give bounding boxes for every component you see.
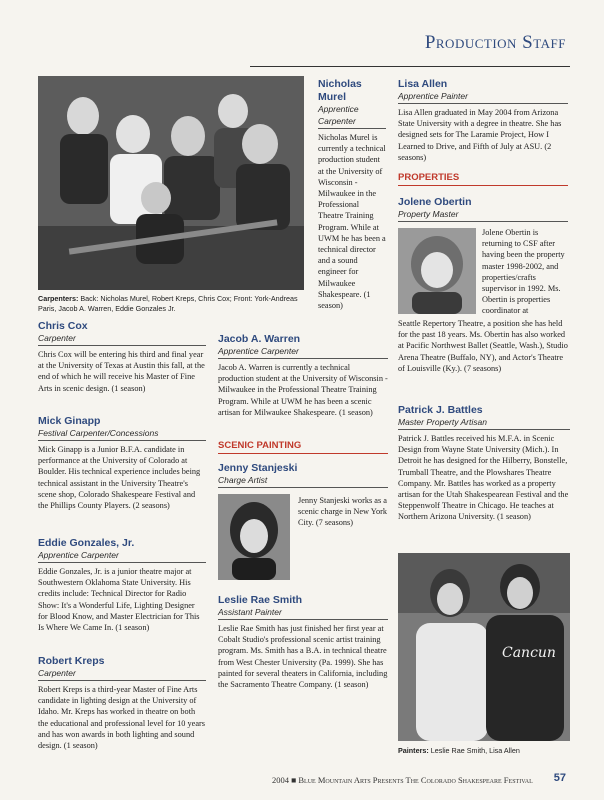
robert-bio: Robert Kreps is a third-year Master of Fine Arts candidate in lighting design at the University of Idaho. Mr. Kreps has worked in theatre on both the educational and professional level for 10 years and has won awards in both lighting and sound design. (1 season) <box>38 685 206 751</box>
jolene-bio-rest-block <box>398 315 570 374</box>
chris-name: Chris Cox <box>38 320 88 332</box>
mick-role: Festival Carpenter/Concessions <box>38 428 206 441</box>
leslie-bio: Leslie Rae Smith has just finished her first year at Cobalt Studio's professional scenic artist training program. Ms. Smith has a B.A. in technical theatre from West Chester University (Pa. 1999). She has painted for several theaters in California, including the Sacramento Theatre Company. (1 season) <box>218 624 388 690</box>
jenny-role: Charge Artist <box>218 475 388 488</box>
jolene-portrait <box>398 228 476 314</box>
nicholas-role-line1: Apprentice <box>318 104 359 114</box>
entry-robert-kreps <box>38 655 206 751</box>
jolene-name: Jolene Obertin <box>398 196 472 208</box>
entry-chris-cox <box>38 320 206 394</box>
jenny-bio-block <box>298 492 388 529</box>
robert-name: Robert Kreps <box>38 655 105 667</box>
patrick-bio: Patrick J. Battles received his M.F.A. in Scenic Design from Wayne State University (Mich.). In Detroit he has designed for the Hilberry, Bonstelle, Trumball Theatre, and the Plowshares Theatre Company. Mr. Battles has worked as a property artisan for the Utah Shakespearean Festival and the Steppenwolf Theatre in Chicago. He teaches at Northern Arizona University. (1 season) <box>398 434 569 522</box>
eddie-bio: Eddie Gonzales, Jr. is a junior theatre major at Southwestern Oklahoma State University. His credits include: Technical Director for Radio Show: It's a Wonderful Life, Lighting Designer for Blood Know, and Master Electrician for This Is Where We Came In. (1 season) <box>38 567 200 633</box>
jacob-role: Apprentice Carpenter <box>218 346 388 359</box>
entry-leslie-rae-smith <box>218 594 388 690</box>
carpenters-group-photo <box>38 76 304 290</box>
title-rule <box>250 66 570 67</box>
lisa-bio: Lisa Allen graduated in May 2004 from Arizona State University with a degree in theatre. She has designed sets for The Laramie Project, How I Learned to Drive, and Fifth of July at ASU. (2 seasons) <box>398 108 562 162</box>
painters-caption-label: Painters: <box>398 746 429 755</box>
group-photo-illustration <box>38 76 304 290</box>
mick-bio: Mick Ginapp is a Junior B.F.A. candidate in performance at the University of Colorado at Boulder. His technical experience includes being technical assistant in the University Theatre's scene shop, Colorado Shakespeare Festival and the Phillips County Players. (2 seasons) <box>38 445 201 511</box>
jacob-name: Jacob A. Warren <box>218 333 301 345</box>
leslie-role: Assistant Painter <box>218 607 388 620</box>
jolene-bio-side-block <box>482 224 570 317</box>
scenic-painting-heading: SCENIC PAINTING <box>218 440 388 454</box>
painters-photo-illustration <box>398 553 570 741</box>
entry-patrick-battles <box>398 404 570 523</box>
group-caption-text: Back: Nicholas Murel, Robert Kreps, Chris Cox; Front: York-Andreas Paris, Jacob A. Warren, Eddie Gonzales Jr. <box>38 294 298 313</box>
jenny-bio: Jenny Stanjeski works as a scenic charge in New York City. (7 seasons) <box>298 496 388 528</box>
nicholas-name-line1: Nicholas <box>318 78 362 90</box>
jolene-bio-rest: Seattle Repertory Theatre, a position she has held for the past 18 years. Ms. Obertin has also worked at Pacific Northwest Ballet (Seattle, Wash.), Studio Arena Theatre (Buffalo, NY), and Actor's Theatre of Louisville (Ky.). (7 seasons) <box>398 319 568 373</box>
page-number: 57 <box>553 772 566 784</box>
entry-nicholas-murel <box>318 78 386 311</box>
patrick-name: Patrick J. Battles <box>398 404 483 416</box>
nicholas-name-line2: Murel <box>318 91 347 103</box>
patrick-role: Master Property Artisan <box>398 417 570 430</box>
entry-jolene-obertin <box>398 196 568 222</box>
eddie-role: Apprentice Carpenter <box>38 550 206 563</box>
entry-jenny-stanjeski <box>218 462 388 488</box>
mick-name: Mick Ginapp <box>38 415 101 427</box>
jenny-portrait-illustration <box>218 494 290 580</box>
nicholas-role-line2: Carpenter <box>318 116 386 129</box>
properties-heading: PROPERTIES <box>398 172 568 186</box>
jacob-bio: Jacob A. Warren is currently a technical production student at the University of Wisconsin - Milwaukee in the Professional Theatre Training Program. While at UWM he has been a scenic artisan for Milwaukee Shakespeare. (1 season) <box>218 363 388 417</box>
painters-photo-caption <box>398 746 570 756</box>
chris-role: Carpenter <box>38 333 206 346</box>
jolene-role: Property Master <box>398 209 568 222</box>
painters-caption-text: Leslie Rae Smith, Lisa Allen <box>430 746 520 755</box>
page-title: Production Staff <box>424 32 566 53</box>
jenny-portrait <box>218 494 290 580</box>
entry-eddie-gonzales <box>38 537 206 633</box>
entry-mick-ginapp <box>38 415 206 511</box>
jolene-bio-side: Jolene Obertin is returning to CSF after having been the property master 1998-2002, and properties/crafts supervisor in 1992. Ms. Obertin is properties coordinator at <box>482 228 565 316</box>
chris-bio: Chris Cox will be entering his third and final year at the University of Texas at Austin this fall, at the end of which he will receive his Master of Fine Arts in scenic design. (1 season) <box>38 350 205 393</box>
nicholas-bio: Nicholas Murel is currently a technical production student at the University of Wisconsin - Milwaukee in the Professional Theatre Training Program. While at UWM he has been a technical director and a sound engineer for Milwaukee Shakespeare. (1 season) <box>318 133 386 311</box>
leslie-name: Leslie Rae Smith <box>218 594 303 606</box>
shirt-text: Cancun <box>502 645 556 661</box>
entry-lisa-allen <box>398 78 568 163</box>
group-caption-label: Carpenters: <box>38 294 79 303</box>
footer-text: 2004 ■ Blue Mountain Arts Presents The Colorado Shakespeare Festival <box>272 775 533 785</box>
lisa-name: Lisa Allen <box>398 78 448 90</box>
lisa-role: Apprentice Painter <box>398 91 568 104</box>
jenny-name: Jenny Stanjeski <box>218 462 298 474</box>
robert-role: Carpenter <box>38 668 206 681</box>
entry-jacob-warren <box>218 333 388 418</box>
group-photo-caption <box>38 294 306 313</box>
eddie-name: Eddie Gonzales, Jr. <box>38 537 135 549</box>
jolene-portrait-illustration <box>398 228 476 314</box>
painters-photo <box>398 553 570 741</box>
